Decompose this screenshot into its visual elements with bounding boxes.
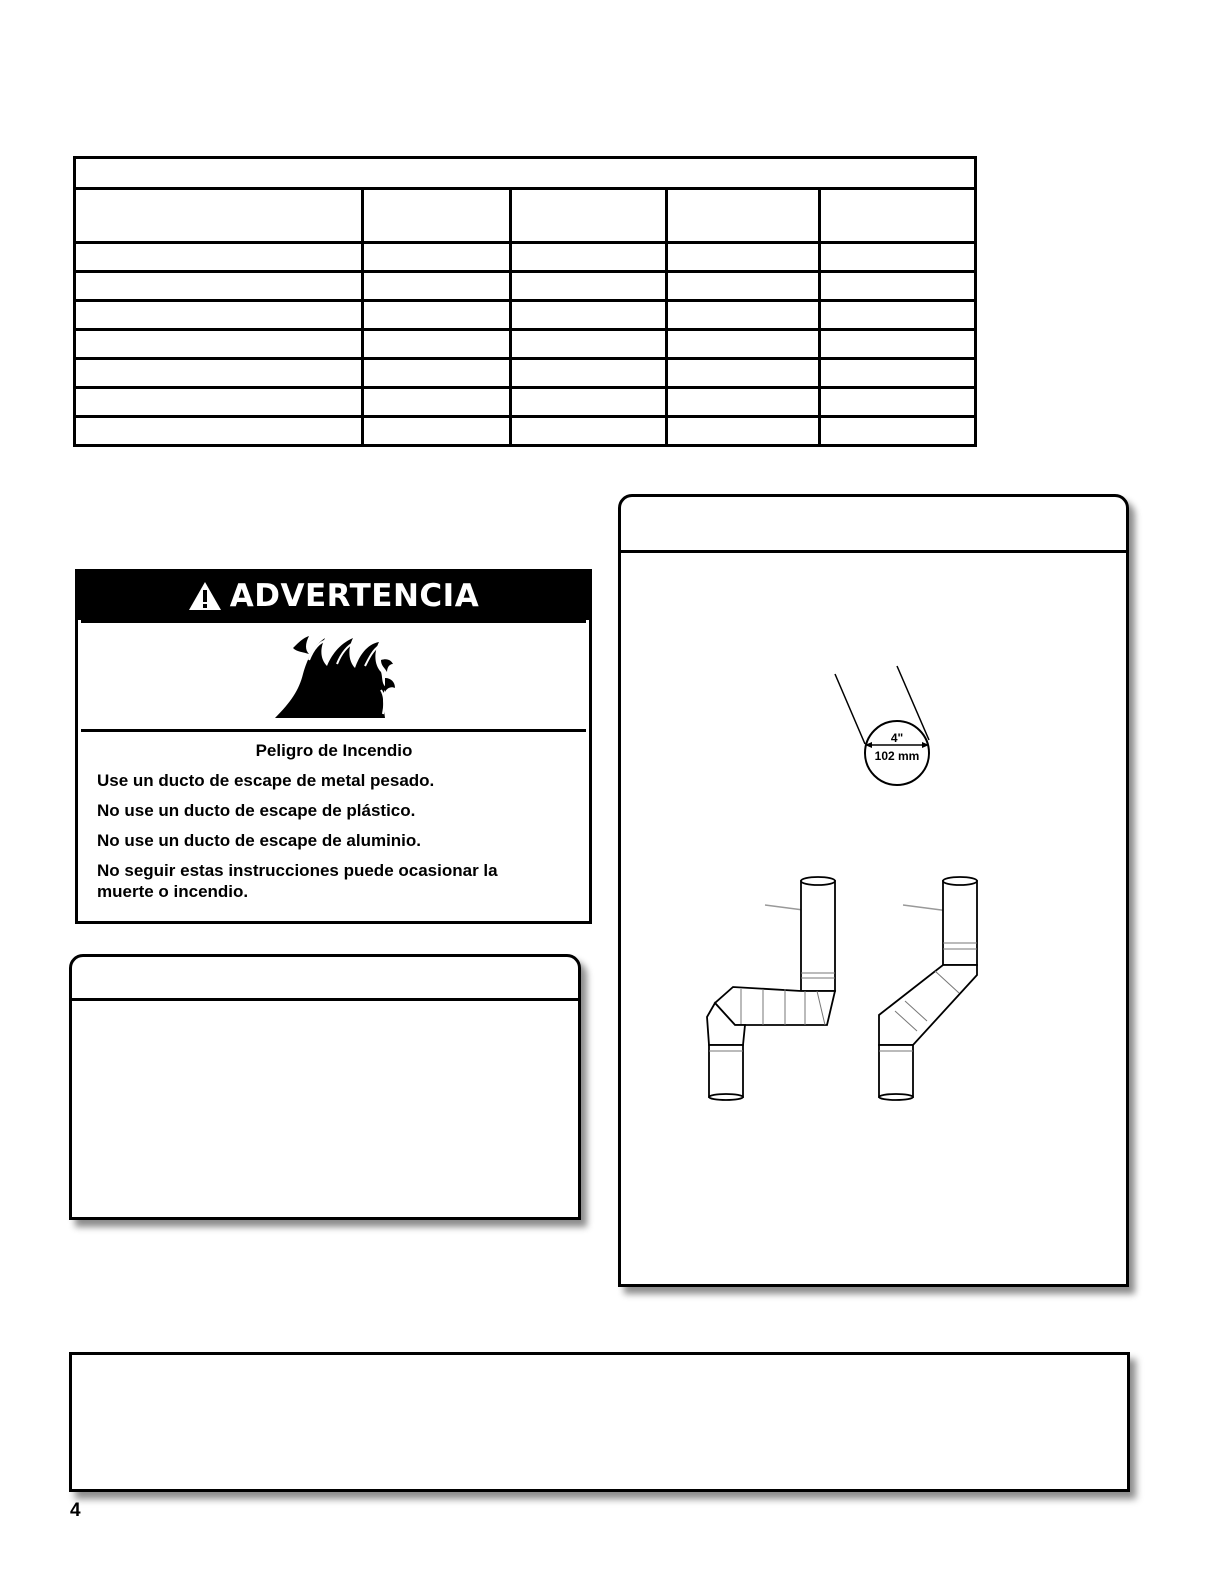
warning-triangle-icon xyxy=(188,581,222,611)
fire-icon xyxy=(269,630,399,722)
table-row xyxy=(75,272,976,301)
fire-icon-area xyxy=(81,620,586,732)
dimension-mm-label: 102 mm xyxy=(874,749,920,763)
page-number: 4 xyxy=(70,1500,81,1521)
warning-title: ADVERTENCIA xyxy=(229,578,480,614)
panel-header xyxy=(621,497,1126,553)
spec-table xyxy=(73,156,977,447)
table-header-row xyxy=(75,189,976,243)
warning-subtitle: Peligro de Incendio xyxy=(255,741,413,760)
duct-panel xyxy=(618,494,1129,1287)
table-row xyxy=(75,388,976,417)
panel-header xyxy=(72,957,578,1001)
table-row xyxy=(75,330,976,359)
warning-line: No use un ducto de escape de plástico. xyxy=(97,801,416,820)
table-title-row xyxy=(75,158,976,189)
duct-angled-illustration xyxy=(861,875,1001,1105)
dimension-inches-label: 4" xyxy=(890,731,904,745)
info-panel-left xyxy=(69,954,581,1220)
warning-title-bar xyxy=(78,572,589,620)
warning-box xyxy=(75,569,592,924)
duct-diameter-diagram xyxy=(821,662,951,792)
table-row xyxy=(75,417,976,446)
warning-line: Use un ducto de escape de metal pesado. xyxy=(97,771,435,790)
warning-body xyxy=(78,732,589,902)
warning-line: No seguir estas instrucciones puede ocasionar la muerte o incendio. xyxy=(97,861,498,901)
table-row xyxy=(75,243,976,272)
table-row xyxy=(75,301,976,330)
table-row xyxy=(75,359,976,388)
warning-line: No use un ducto de escape de aluminio. xyxy=(97,831,422,850)
duct-elbow-illustration xyxy=(693,875,843,1105)
bottom-note-box xyxy=(69,1352,1130,1492)
